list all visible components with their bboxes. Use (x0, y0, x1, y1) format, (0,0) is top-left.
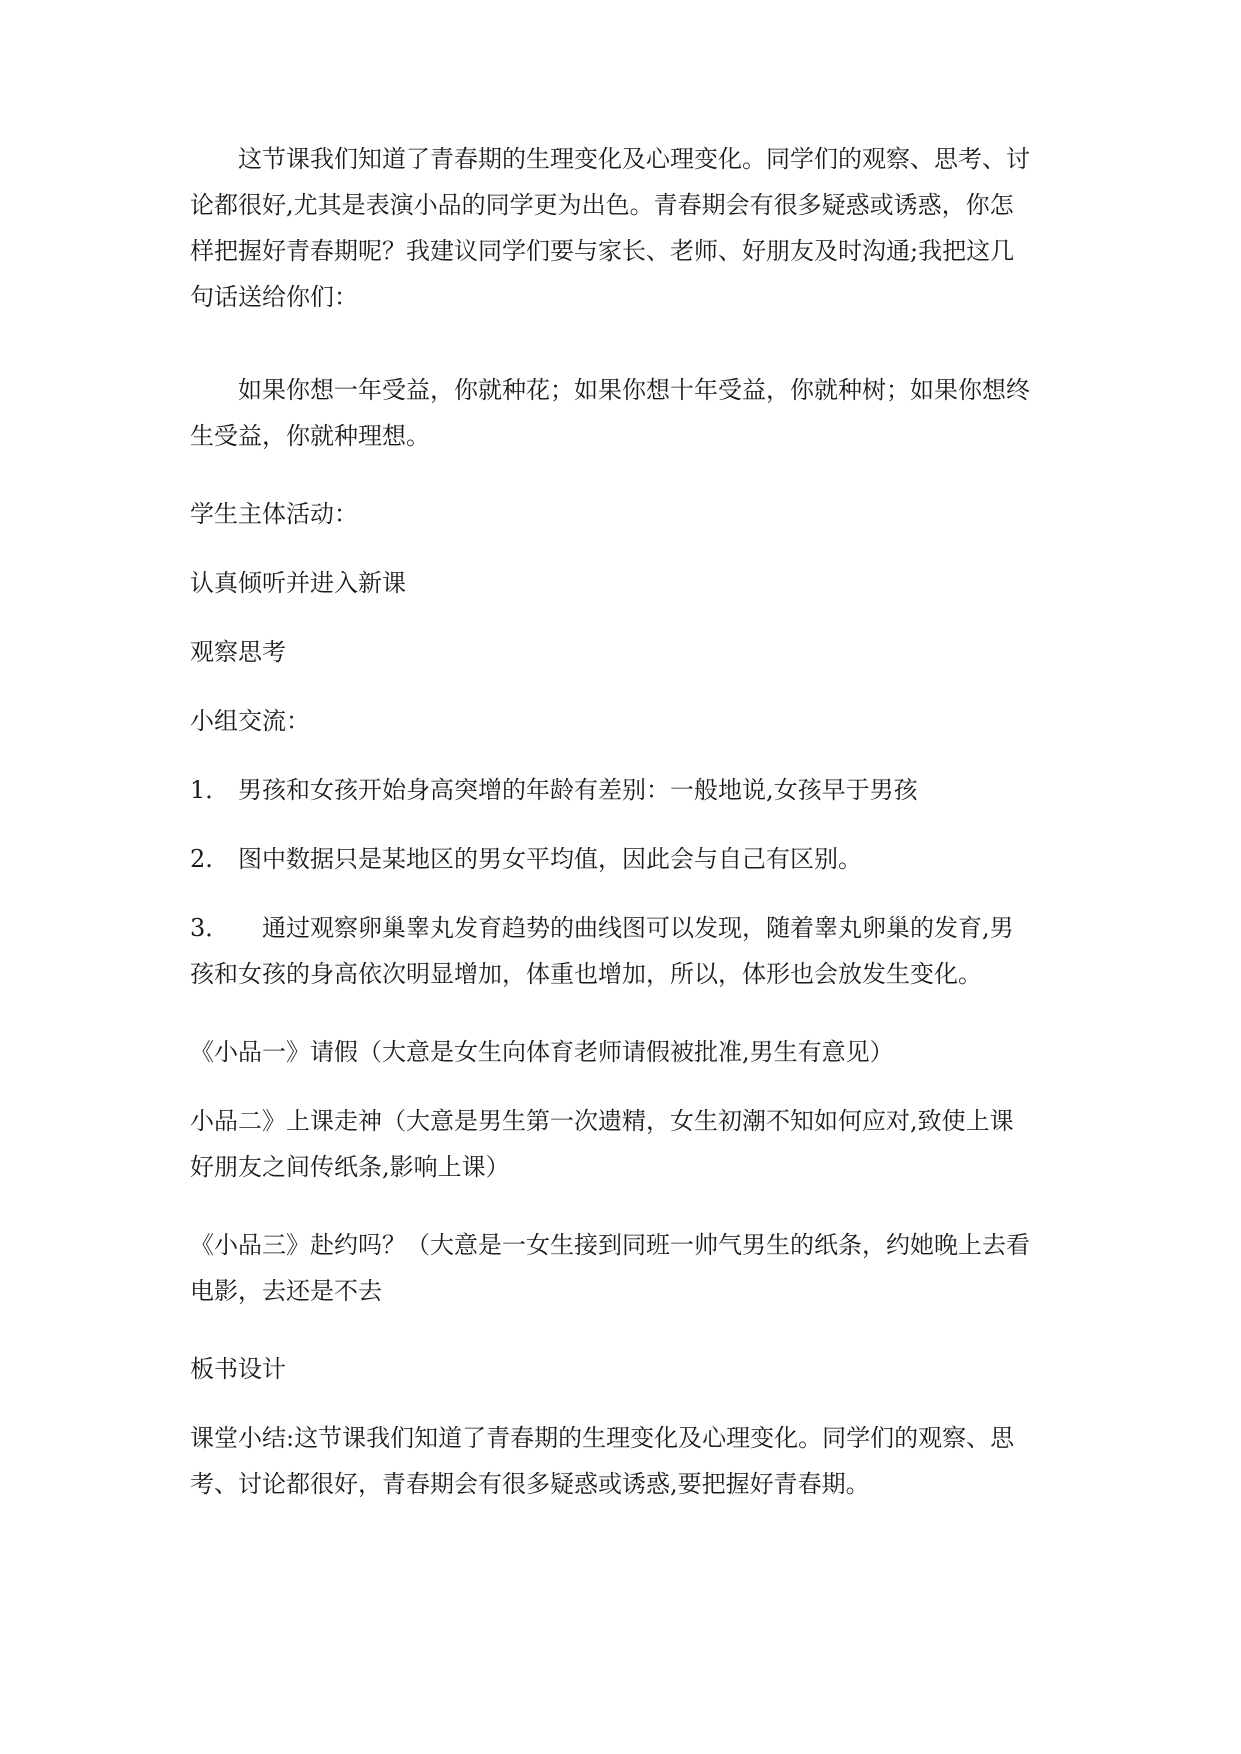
class-summary (190, 1420, 1050, 1502)
list-item-number: 3． (190, 914, 230, 942)
group-line: 小组交流： (190, 707, 310, 735)
skit-two (190, 1103, 1050, 1185)
text-line: 课堂小结:这节课我们知道了青春期的生理变化及心理变化。同学们的观察、思 (190, 1424, 1015, 1452)
list-item (190, 772, 1050, 808)
list-item (190, 841, 1050, 877)
skit-three (190, 1227, 1050, 1309)
list-item-text: 图中数据只是某地区的男女平均值，因此会与自己有区别。 (238, 845, 862, 873)
text-line: 小品二》上课走神（大意是男生第一次遗精，女生初潮不知如何应对,致使上课 (190, 1107, 1014, 1135)
intro-paragraph (190, 141, 1050, 315)
list-item-text: 通过观察卵巢睾丸发育趋势的曲线图可以发现，随着睾丸卵巢的发育,男 (262, 914, 1014, 942)
text-line: 电影，去还是不去 (190, 1277, 382, 1305)
skit-one: 《小品一》请假（大意是女生向体育老师请假被批准,男生有意见） (190, 1038, 894, 1066)
text-line: 生受益，你就种理想。 (190, 422, 430, 450)
observe-line: 观察思考 (190, 638, 286, 666)
text-line: 样把握好青春期呢？我建议同学们要与家长、老师、好朋友及时沟通;我把这几 (190, 237, 1015, 265)
text-line: 句话送给你们： (190, 283, 358, 311)
list-item-text: 男孩和女孩开始身高突增的年龄有差别：一般地说,女孩早于男孩 (238, 776, 918, 804)
text-line: 论都很好,尤其是表演小品的同学更为出色。青春期会有很多疑惑或诱惑，你怎 (190, 191, 1014, 219)
quote-paragraph (190, 372, 1050, 454)
text-line: 如果你想一年受益，你就种花；如果你想十年受益，你就种树；如果你想终 (238, 376, 1030, 404)
text-line: 《小品三》赴约吗？（大意是一女生接到同班一帅气男生的纸条，约她晚上去看 (190, 1231, 1030, 1259)
text-line: 这节课我们知道了青春期的生理变化及心理变化。同学们的观察、思考、讨 (238, 145, 1030, 173)
board-design-heading: 板书设计 (190, 1355, 286, 1383)
text-line: 好朋友之间传纸条,影响上课） (190, 1153, 510, 1181)
text-line: 考、讨论都很好，青春期会有很多疑惑或诱惑,要把握好青春期。 (190, 1470, 870, 1498)
list-item-text: 孩和女孩的身高依次明显增加，体重也增加，所以，体形也会放发生变化。 (190, 960, 982, 988)
activity-heading: 学生主体活动： (190, 500, 358, 528)
list-item-number: 1． (190, 776, 230, 804)
listen-line: 认真倾听并进入新课 (190, 569, 406, 597)
list-item (190, 910, 1050, 992)
list-item-number: 2. (190, 845, 213, 873)
